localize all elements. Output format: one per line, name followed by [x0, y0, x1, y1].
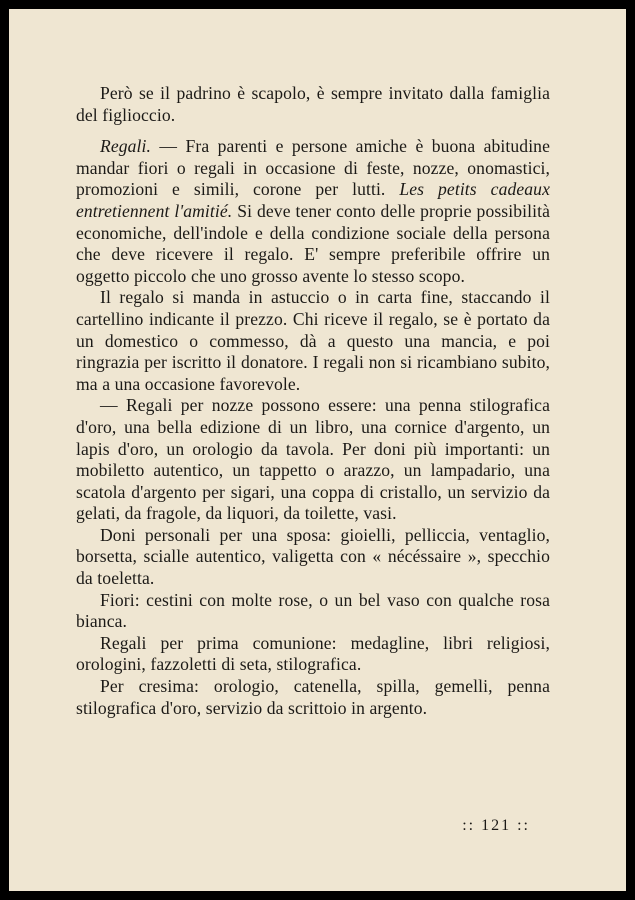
paragraph-padrino: Però se il padrino è scapolo, è sempre invitato dalla famiglia del figlioccio. [76, 83, 550, 125]
paragraph-fiori: Fiori: cestini con molte rose, o un bel vaso con qualche rosa bianca. [76, 589, 550, 632]
french-quote: Les petits cadeaux entretiennent l'amitié. [76, 179, 550, 221]
paragraph-cresima: Per cresima: orologio, catenella, spilla, gemelli, penna stilografica d'oro, servizio da scrittoio in argento. [76, 676, 550, 718]
page-body [76, 83, 550, 719]
paragraph-comunione: Regali per prima comunione: medagline, libri religiosi, orologini, fazzoletti di seta, stilografica. [76, 632, 550, 675]
paragraph-nozze: — Regali per nozze possono essere: una penna stilografica d'oro, una bella edizione di un libro, una cornice d'argento, un lapis d'oro, un orologio da tavola. Per doni più importanti: un mobiletto autentico, un tappetto o arazzo, un lampadario, una scatola d'argento per sigari, una coppa di cristallo, un servizio da gelati, da fragole, da liquori, da toilette, vasi. [76, 395, 550, 524]
book-page [9, 9, 626, 891]
page-number: :: 121 :: [462, 817, 530, 834]
paragraph-astuccio: Il regalo si manda in astuccio o in carta fine, staccando il cartellino indicante il prezzo. Chi riceve il regalo, se è portato da un domestico o commesso, dà a questo una mancia, e poi ringrazia per iscritto il donatore. I regali non si ricambiano subito, ma a una occasione favorevole. [76, 287, 550, 394]
paragraph-regali [76, 136, 550, 287]
regali-text-b: Si deve tener conto delle proprie possibilità economiche, dell'indole e della condizione sociale della persona che deve ricevere il regalo. E' sempre preferibile offrire un oggetto piccolo che uno grosso avente lo stesso scopo. [76, 200, 550, 286]
regali-text-a: — Fra parenti e persone amiche è buona abitudine mandar fiori o regali in occasione di feste, nozze, onomastici, promozioni e simili, corone per lutti. [76, 136, 550, 200]
section-heading-regali: Regali. [100, 136, 152, 157]
paragraph-sposa: Doni personali per una sposa: gioielli, pelliccia, ventaglio, borsetta, scialle autentico, valigetta con « nécéssaire », specchio da toeletta. [76, 524, 550, 589]
